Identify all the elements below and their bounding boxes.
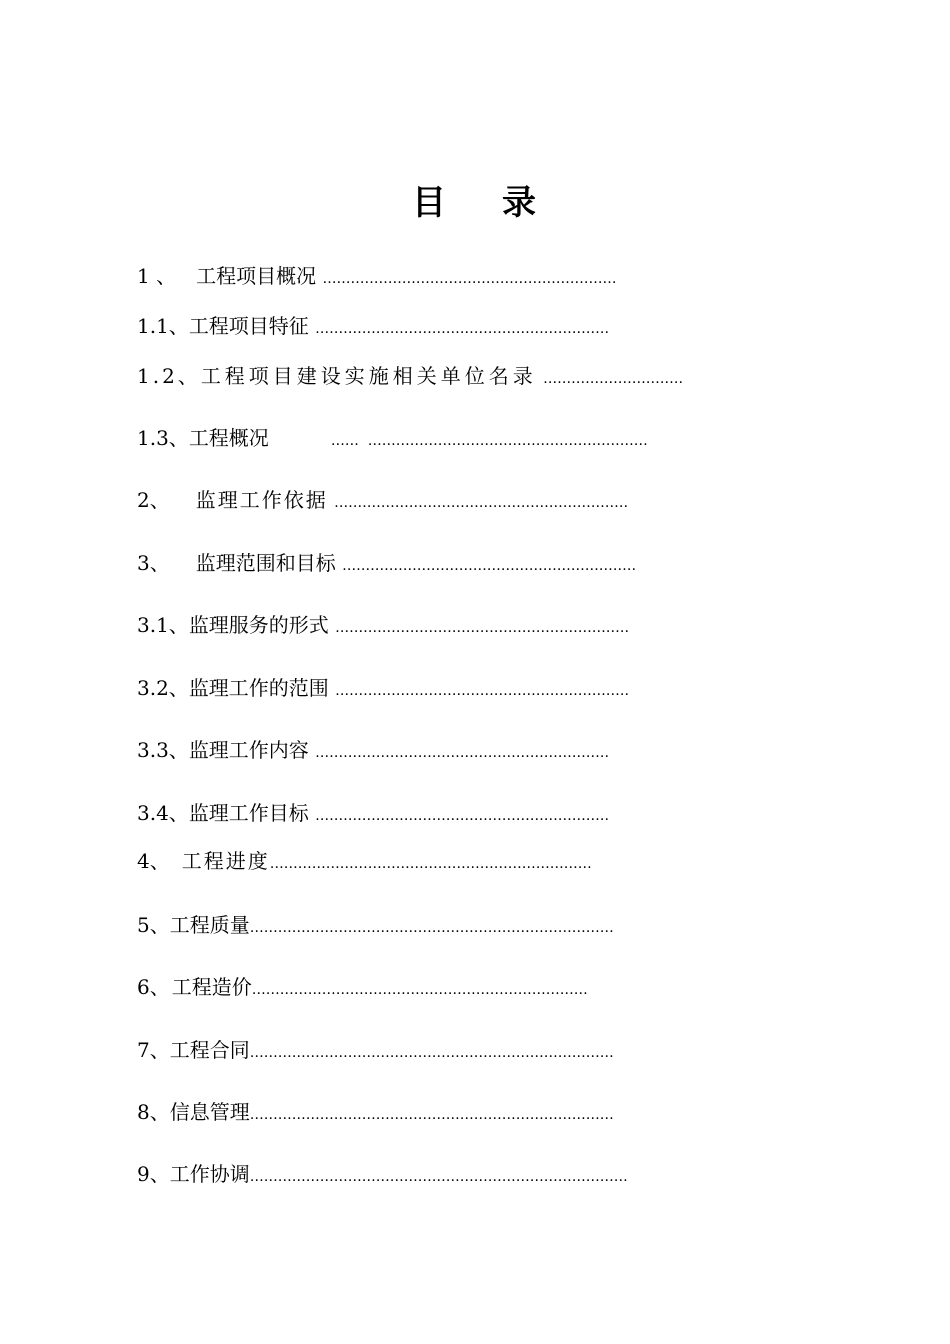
toc-leader: …………………………………………………………………… xyxy=(249,1045,614,1061)
toc-leader: ……………………………………………………… xyxy=(322,271,617,287)
toc-entry-3-1[interactable] xyxy=(137,610,629,640)
toc-leader: …………………………………………………………………… xyxy=(249,920,614,936)
toc-leader: ……………………………………………………… xyxy=(342,558,637,574)
toc-number: 4、 xyxy=(137,849,170,873)
toc-number: 2、 xyxy=(137,488,170,512)
toc-number: 7、 xyxy=(137,1038,170,1062)
toc-leader: ……………………………………………………………………… xyxy=(249,1169,628,1185)
toc-leader: ……………………………………………………………… xyxy=(251,982,588,998)
toc-label: 监理工作目标 xyxy=(188,801,309,825)
toc-entry-3-4[interactable] xyxy=(137,798,609,828)
toc-number: 3.2、 xyxy=(137,676,189,700)
toc-leader: …… …………………………………………………… xyxy=(330,433,648,449)
toc-leader: ……………………………………………………… xyxy=(315,808,610,824)
toc-number: 6、 xyxy=(137,975,170,999)
toc-number: 1.2、 xyxy=(137,364,201,388)
toc-label: 信息管理 xyxy=(169,1100,250,1124)
toc-entry-2[interactable] xyxy=(137,485,628,515)
toc-entry-9[interactable] xyxy=(137,1159,628,1189)
toc-entry-3-3[interactable] xyxy=(137,735,609,765)
toc-label: 工程项目特征 xyxy=(188,314,309,338)
toc-number: 3.1、 xyxy=(137,613,189,637)
toc-leader: …………………………………………………………… xyxy=(269,856,592,872)
toc-number: 9、 xyxy=(137,1162,170,1186)
toc-entry-5[interactable] xyxy=(137,910,614,940)
toc-number: 3、 xyxy=(137,551,170,575)
toc-label: 监理范围和目标 xyxy=(195,551,336,575)
title-char-left: 目 xyxy=(412,183,448,223)
toc-number: 1.3、 xyxy=(137,426,189,450)
toc-label: 监理工作的范围 xyxy=(188,676,329,700)
toc-number: 5、 xyxy=(137,913,170,937)
toc-label: 监理工作依据 xyxy=(195,488,328,512)
toc-label: 监理服务的形式 xyxy=(188,613,329,637)
toc-number: 8、 xyxy=(137,1100,170,1124)
toc-leader: ……………………………………………………… xyxy=(335,683,630,699)
toc-label: 监理工作内容 xyxy=(188,738,309,762)
toc-number: 3.3、 xyxy=(137,738,189,762)
toc-label: 工作协调 xyxy=(169,1162,250,1186)
toc-entry-3-2[interactable] xyxy=(137,673,629,703)
toc-leader: ……………………………………………………… xyxy=(315,321,610,337)
toc-entry-1-3[interactable] xyxy=(137,423,648,453)
toc-label: 工程项目建设实施相关单位名录 xyxy=(200,364,537,388)
toc-entry-3[interactable] xyxy=(137,548,636,578)
toc-leader: ……………………………………………………… xyxy=(315,745,610,761)
toc-label: 工程概况 xyxy=(188,426,269,450)
toc-label: 工程项目概况 xyxy=(196,264,317,288)
toc-number: 3.4、 xyxy=(137,801,189,825)
toc-number: 1 、 xyxy=(137,264,177,288)
toc-entry-1[interactable] xyxy=(137,261,616,291)
toc-leader: …………………………………………………………………… xyxy=(249,1107,614,1123)
toc-entry-7[interactable] xyxy=(137,1035,614,1065)
toc-label: 工程造价 xyxy=(171,975,252,999)
toc-entry-4[interactable] xyxy=(137,846,592,876)
toc-leader: ……………………………………………………… xyxy=(335,620,630,636)
toc-number: 1.1、 xyxy=(137,314,189,338)
toc-entry-1-2[interactable] xyxy=(137,361,683,391)
toc-entry-8[interactable] xyxy=(137,1097,614,1127)
toc-label: 工程进度 xyxy=(181,849,270,873)
toc-entry-1-1[interactable] xyxy=(137,311,609,341)
toc-entry-6[interactable] xyxy=(137,972,588,1002)
toc-label: 工程质量 xyxy=(169,913,250,937)
toc-label: 工程合同 xyxy=(169,1038,250,1062)
toc-leader: ……………………………………………………… xyxy=(334,495,629,511)
title-char-right: 录 xyxy=(502,183,538,223)
toc-leader: ………………………… xyxy=(543,371,684,387)
